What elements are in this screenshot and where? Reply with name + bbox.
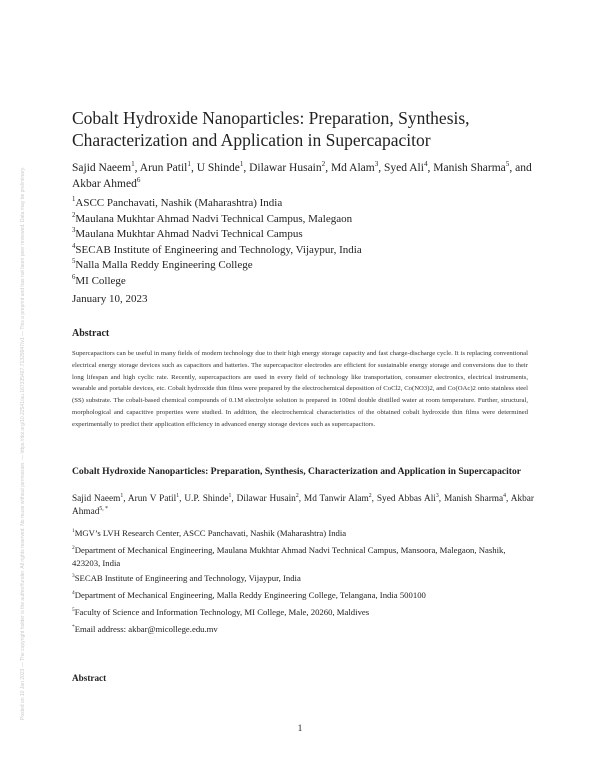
manuscript-author-list (72, 493, 534, 519)
affiliation: $^3$Maulana Mukhtar Ahmad Nadvi Technical Campus (72, 227, 303, 240)
corresponding-email: *Email address: akbar@micollege.edu.mv (72, 623, 218, 634)
author: Manish Sharma$^4$, (443, 492, 511, 504)
manuscript-affiliation: $^2$Department of Mechanical Engineering, Maulana Mukhtar Ahmad Nadvi Technical Campus, Mansoora, Malegaon, Nashik, 423203, India (72, 544, 506, 568)
affiliation: $^2$Maulana Mukhtar Ahmad Nadvi Technical Campus, Malegaon (72, 211, 353, 225)
manuscript-affiliation: $^5$Faculty of Science and Information Technology, MI College, Male, 20260, Maldives (72, 606, 370, 617)
author: U Shinde$^1$, (196, 159, 250, 174)
publication-date: January 10, 2023 (72, 293, 148, 305)
author: Arun V Patil$^1$, (127, 492, 185, 504)
author: Akbar Ahmed$^6$ (72, 175, 141, 190)
manuscript-affiliation: $^3$SECAB Institute of Engineering and Technology, Vijaypur, India (72, 572, 301, 583)
author: Dilawar Husain$^2$, (249, 159, 331, 174)
affiliation: $^6$MI College (72, 273, 126, 287)
manuscript-affiliation: $^1$MGV’s LVH Research Center, ASCC Panchavati, Nashik (Maharashtra) India (72, 527, 347, 538)
title-line-1: Cobalt Hydroxide Nanoparticles: Preparation, Synthesis, (72, 108, 470, 128)
affiliation: $^4$SECAB Institute of Engineering and Technology, Vijaypur, India (72, 242, 362, 256)
affiliation: $^1$ASCC Panchavati, Nashik (Maharashtra) India (72, 196, 283, 209)
author: Dilawar Husain$^2$, (236, 492, 304, 504)
author: Sajid Naeem$^1$, (72, 492, 128, 504)
author: Md Tanwir Alam$^2$, (303, 492, 377, 504)
paper-title (72, 107, 542, 151)
manuscript-abstract-heading: Abstract (72, 673, 107, 683)
manuscript-title: Cobalt Hydroxide Nanoparticles: Preparation, Synthesis, Characterization and Application in Supercapacitor (72, 466, 522, 477)
author: U.P. Shinde$^1$, (184, 492, 237, 504)
author: Manish Sharma$^5$, and (433, 159, 532, 174)
author: Md Alam$^3$, (330, 159, 385, 174)
affiliation: $^5$Nalla Malla Reddy Engineering College (72, 258, 253, 271)
preprint-side-stamp: Posted on 10 Jan 2023 — The copyright holder is the author/funder. All rights reserved. No reuse without permission. — https://doi.org/10.22541/au.167335467.71329947/v1 — This a preprint and has not been peer reviewed. Data may be preliminary. (20, 166, 26, 720)
title-line-2: Characterization and Application in Supercapacitor (72, 130, 431, 150)
author: Sajid Naeem$^1$, (72, 159, 140, 174)
abstract-heading: Abstract (72, 328, 110, 339)
author: Akbar Ahmad$^{5, *}$ (72, 494, 534, 517)
page-number: 1 (297, 724, 303, 734)
author-list (72, 160, 542, 192)
author: Syed Ali$^4$, (384, 159, 434, 174)
manuscript-affiliation: $^4$Department of Mechanical Engineering, Malla Reddy Engineering College, Telangana, India 500100 (72, 589, 426, 600)
abstract-text: Supercapacitors can be useful in many fields of modern technology due to their high energy storage capacity and fast charge-discharge cycle. It is replacing conventional electrical energy storage devices such as capacitors and batteries. The supercapacitor electrodes are efficient for sustainable energy storage and conversions due to their long lifespan and high cyclic rate. Recently, supercapacitors are used in every field of technology like transportation, consumer electronics, electrical instruments, wearable and portable devices, etc. Cobalt hydroxide thin films were prepared by the electrochemical deposition of CoCl2, Co(NO3)2, and Co(OAc)2 onto stainless steel (SS) substrate. The cobalt-based chemical compounds of 0.1M electrolyte solution is prepared in 100ml double distilled water at room temperature. Further, structural, morphological and capacitive properties were studied. In addition, the electrochemical characteristics of the obtained cobalt hydroxide thin films were determined experimentally to predict their application efficiency in advanced energy storage devices such as supercapacitors. (72, 350, 528, 428)
affiliation-list (72, 196, 542, 289)
author: Syed Abbas Ali$^3$, (376, 492, 444, 504)
author: Arun Patil$^1$, (139, 159, 197, 174)
